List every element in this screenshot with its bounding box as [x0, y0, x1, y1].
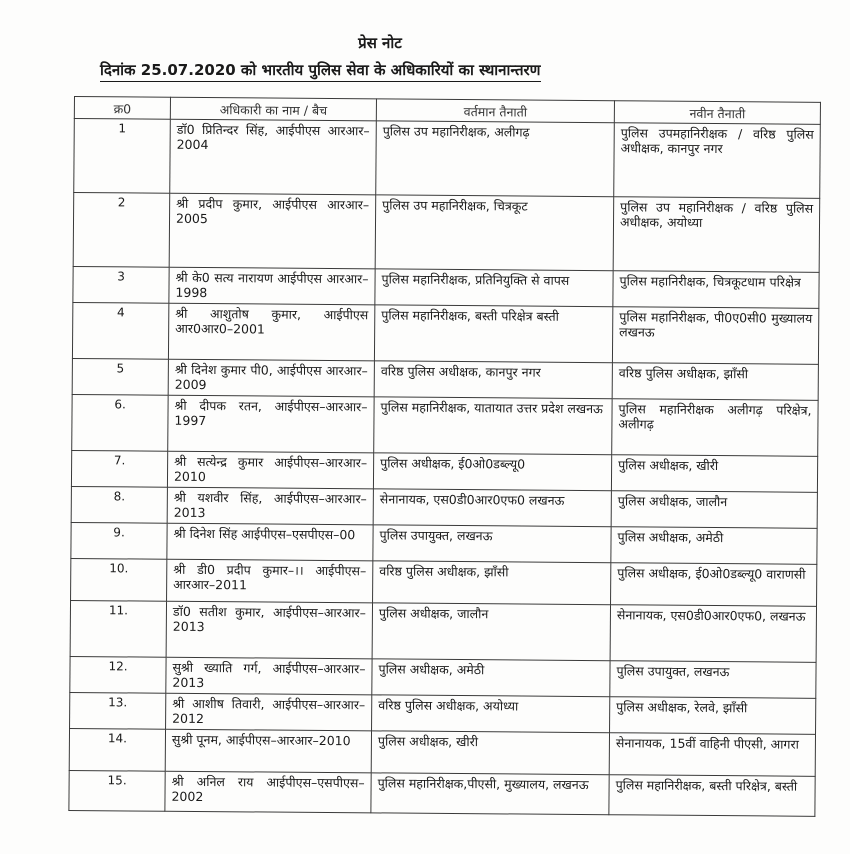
cell-new-posting: वरिष्ठ पुलिस अधीक्षक, झाँसी — [612, 363, 818, 401]
cell-serial: 15. — [69, 770, 165, 811]
header-new-posting: नवीन तैनाती — [614, 101, 820, 125]
table-row — [69, 728, 815, 776]
header-officer: अधिकारी का नाम / बैच — [170, 97, 376, 121]
cell-current-posting: पुलिस अधीक्षक, जालौन — [372, 603, 610, 661]
cell-serial: 5 — [72, 358, 168, 395]
table-row — [71, 522, 817, 564]
cell-new-posting: पुलिस अधीक्षक, अमेठी — [611, 527, 817, 565]
cell-current-posting: वरिष्ठ पुलिस अधीक्षक, कानपुर नगर — [374, 361, 612, 399]
cell-serial: 4 — [72, 302, 168, 359]
cell-officer-name: डॉ0 प्रितिन्दर सिंह, आईपीएस आरआर–2004 — [170, 119, 377, 195]
cell-current-posting: पुलिस अधीक्षक, खीरी — [371, 731, 609, 775]
transfer-table — [68, 96, 821, 817]
table-row — [74, 119, 821, 199]
cell-serial: 2 — [73, 193, 170, 268]
table-body — [69, 119, 820, 817]
cell-serial: 7. — [71, 450, 167, 487]
table-row — [73, 193, 820, 273]
cell-officer-name: श्री प्रदीप कुमार, आईपीएस आरआर–2005 — [169, 193, 376, 269]
cell-new-posting: पुलिस उपमहानिरीक्षक / वरिष्ठ पुलिस अधीक्षक, कानपुर नगर — [614, 123, 821, 199]
cell-officer-name: डॉ0 सतीश कुमार, आईपीएस–आरआर–2013 — [166, 601, 372, 659]
cell-officer-name: श्री दिनेश कुमार पी0, आईपीएस आरआर–2009 — [168, 359, 374, 397]
table-row — [71, 450, 817, 492]
page-title: प्रेस नोट — [358, 34, 402, 52]
cell-current-posting: पुलिस उपायुक्त, लखनऊ — [373, 525, 611, 563]
cell-new-posting: पुलिस महानिरीक्षक, पी0ए0सी0 मुख्यालय लखनऊ — [612, 307, 818, 365]
page-subtitle: दिनांक 25.07.2020 को भारतीय पुलिस सेवा के अधिकारियों का स्थानान्तरण — [100, 60, 541, 82]
cell-new-posting: पुलिस अधीक्षक, रेलवे, झाँसी — [610, 697, 816, 735]
table-row — [70, 692, 816, 734]
cell-officer-name: सुश्री ख्याति गर्ग, आईपीएस–आरआर–2013 — [166, 657, 372, 695]
cell-new-posting: सेनानायक, 15वीं वाहिनी पीएसी, आगरा — [609, 733, 815, 777]
table-row — [72, 302, 818, 364]
cell-serial: 9. — [71, 522, 167, 559]
cell-officer-name: श्री के0 सत्य नारायण आईपीएस आरआर–1998 — [169, 267, 375, 305]
header-serial: क्र0 — [74, 97, 170, 120]
cell-officer-name: श्री दीपक रतन, आईपीएस–आरआर–1997 — [168, 395, 374, 453]
cell-serial: 12. — [70, 656, 166, 693]
cell-new-posting: पुलिस महानिरीक्षक, बस्ती परिक्षेत्र, बस्ती — [609, 775, 815, 817]
cell-current-posting: पुलिस महानिरीक्षक, बस्ती परिक्षेत्र बस्ती — [374, 305, 612, 363]
cell-serial: 11. — [70, 600, 166, 657]
cell-officer-name: श्री अनिल राय आईपीएस–एसपीएस–2002 — [165, 771, 371, 813]
cell-new-posting: पुलिस अधीक्षक, ई0ओ0डब्ल्यू0 वाराणसी — [611, 563, 817, 607]
cell-officer-name: श्री आशुतोष कुमार, आईपीएस आर0आर0–2001 — [168, 303, 374, 361]
cell-officer-name: श्री आशीष तिवारी, आईपीएस–आरआर–2012 — [166, 693, 372, 731]
cell-current-posting: पुलिस अधीक्षक, ई0ओ0डब्ल्यू0 — [373, 453, 611, 491]
cell-new-posting: सेनानायक, एस0डी0आर0एफ0, लखनऊ — [610, 605, 816, 663]
table-row — [71, 486, 817, 528]
cell-new-posting: पुलिस उपायुक्त, लखनऊ — [610, 661, 816, 699]
table-row — [73, 266, 819, 308]
cell-officer-name: श्री दिनेश सिंह आईपीएस–एसपीएस–00 — [167, 523, 373, 561]
cell-current-posting: पुलिस उप महानिरीक्षक, अलीगढ़ — [376, 121, 615, 197]
cell-current-posting: वरिष्ठ पुलिस अधीक्षक, अयोध्या — [372, 695, 610, 733]
cell-officer-name: श्री सत्येन्द्र कुमार आईपीएस–आरआर–2010 — [167, 451, 373, 489]
cell-current-posting: सेनानायक, एस0डी0आर0एफ0 लखनऊ — [373, 489, 611, 527]
cell-serial: 13. — [70, 692, 166, 729]
table-row — [70, 600, 816, 662]
cell-current-posting: पुलिस महानिरीक्षक, प्रतिनियुक्ति से वापस — [375, 269, 613, 307]
cell-serial: 8. — [71, 486, 167, 523]
cell-current-posting: पुलिस अधीक्षक, अमेठी — [372, 659, 610, 697]
cell-new-posting: पुलिस उप महानिरीक्षक / वरिष्ठ पुलिस अधीक्षक, अयोध्या — [613, 197, 820, 273]
cell-current-posting: पुलिस महानिरीक्षक, यातायात उत्तर प्रदेश लखनऊ — [374, 397, 612, 455]
cell-officer-name: सुश्री पूनम, आईपीएस–आरआर–2010 — [165, 729, 371, 773]
table-row — [71, 558, 817, 606]
cell-serial: 3 — [73, 266, 169, 303]
cell-serial: 1 — [74, 119, 171, 194]
table-row — [72, 394, 818, 456]
table-row — [70, 656, 816, 698]
cell-new-posting: पुलिस अधीक्षक, खीरी — [611, 455, 817, 493]
cell-serial: 10. — [71, 558, 167, 601]
table-row — [69, 770, 815, 816]
cell-new-posting: पुलिस महानिरीक्षक अलीगढ़ परिक्षेत्र, अलीगढ़ — [612, 399, 818, 457]
cell-officer-name: श्री डी0 प्रदीप कुमार–।। आईपीएस–आरआर–2011 — [167, 559, 373, 603]
cell-new-posting: पुलिस अधीक्षक, जालौन — [611, 491, 817, 529]
cell-officer-name: श्री यशवीर सिंह, आईपीएस–आरआर–2013 — [167, 487, 373, 525]
cell-serial: 14. — [69, 728, 165, 771]
cell-current-posting: वरिष्ठ पुलिस अधीक्षक, झाँसी — [373, 561, 611, 605]
table-row — [72, 358, 818, 400]
cell-serial: 6. — [72, 394, 168, 451]
cell-current-posting: पुलिस महानिरीक्षक,पीएसी, मुख्यालय, लखनऊ — [371, 773, 609, 815]
header-current-posting: वर्तमान तैनाती — [376, 99, 614, 123]
cell-new-posting: पुलिस महानिरीक्षक, चित्रकूटधाम परिक्षेत्र — [613, 271, 819, 309]
cell-current-posting: पुलिस उप महानिरीक्षक, चित्रकूट — [375, 195, 614, 271]
